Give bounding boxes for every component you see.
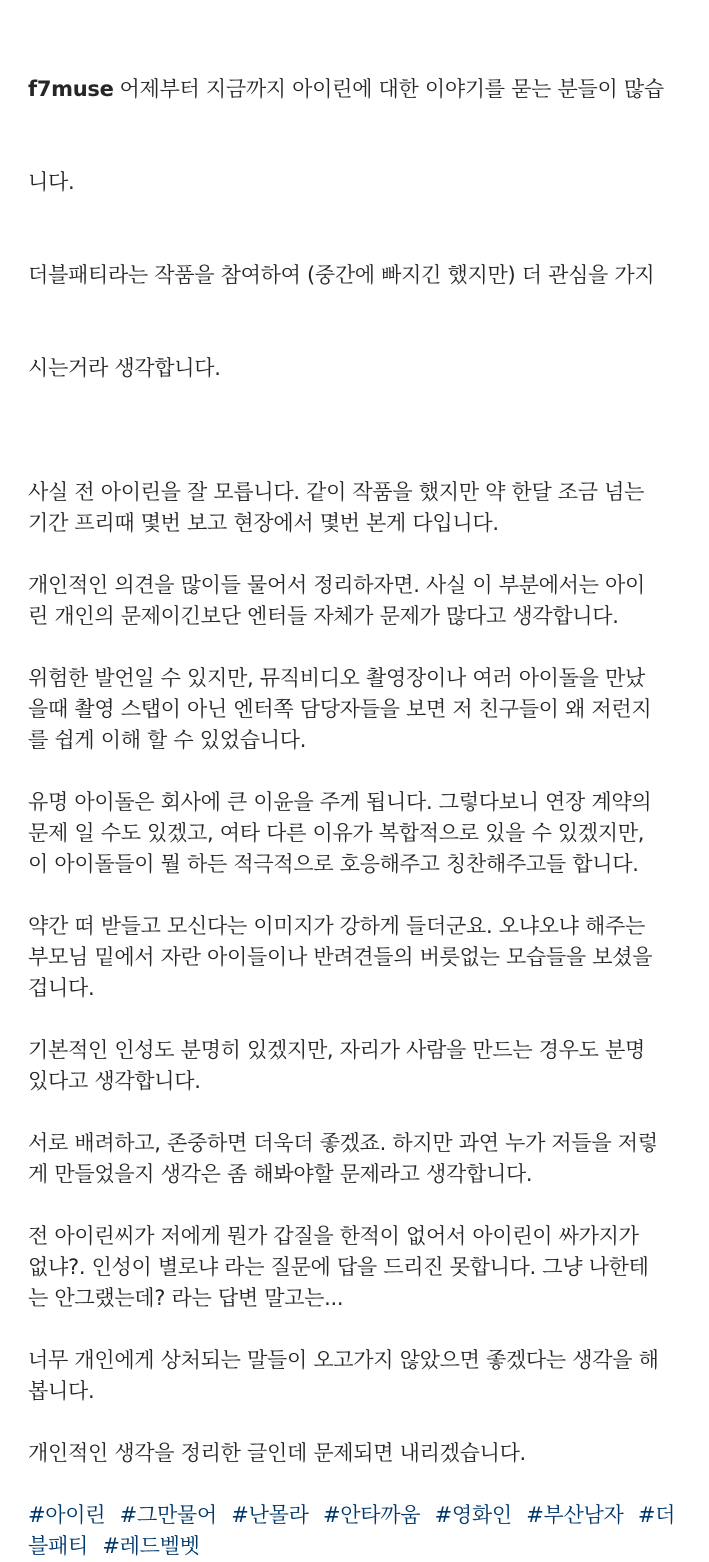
caption-paragraph <box>28 570 685 632</box>
intro-line-4: 시는거라 생각합니다. <box>28 356 221 380</box>
hashtag-link[interactable]: #난몰라 <box>231 1503 309 1527</box>
caption-line: 약간 떠 받들고 모신다는 이미지가 강하게 들더군요. 오냐오냐 해주는 <box>28 914 645 938</box>
intro-line-1-text: 어제부터 지금까지 아이린에 대한 이야기를 묻는 분들이 많습 <box>119 77 664 101</box>
caption-line: 전 아이린씨가 저에게 뭔가 갑질을 한적이 없어서 아이린이 싸가지가 <box>28 1224 639 1248</box>
intro-line-1 <box>28 74 685 105</box>
hashtag-link[interactable]: #아이린 <box>28 1503 106 1527</box>
caption-line: 문제 일 수도 있겠고, 여타 다른 이유가 복합적으로 있을 수 있겠지만, <box>28 821 645 845</box>
caption-line: 사실 전 아이린을 잘 모릅니다. 같이 작품을 했지만 약 한달 조금 넘는 <box>28 480 645 504</box>
caption-line: 위험한 발언일 수 있지만, 뮤직비디오 촬영장이나 여러 아이돌을 만났 <box>28 666 645 690</box>
caption-paragraph <box>28 911 685 1004</box>
caption-line: 이 아이돌들이 뭘 하든 적극적으로 호응해주고 칭찬해주고들 합니다. <box>28 852 639 876</box>
caption-line: 봅니다. <box>28 1379 95 1403</box>
hashtag-link[interactable]: #그만물어 <box>119 1503 217 1527</box>
caption-line: 기본적인 인성도 분명히 있겠지만, 자리가 사람을 만드는 경우도 분명 <box>28 1038 645 1062</box>
caption-line: 없냐?. 인성이 별로냐 라는 질문에 답을 드리진 못합니다. 그냥 나한테 <box>28 1255 649 1279</box>
caption-line: 있다고 생각합니다. <box>28 1069 201 1093</box>
caption-line: 서로 배려하고, 존중하면 더욱더 좋겠죠. 하지만 과연 누가 저들을 저렇 <box>28 1131 658 1155</box>
caption-line: 개인적인 의견을 많이들 물어서 정리하자면. 사실 이 부분에서는 아이 <box>28 573 645 597</box>
hashtag-list <box>28 1500 685 1562</box>
hashtag-link[interactable]: #부산남자 <box>526 1503 624 1527</box>
username-link[interactable]: f7muse <box>28 77 114 101</box>
caption-text <box>28 12 685 1469</box>
caption-line: 부모님 밑에서 자란 아이들이나 반려견들의 버릇없는 모습들을 보셨을 <box>28 945 653 969</box>
caption-paragraphs <box>28 477 685 1469</box>
caption-paragraph <box>28 1128 685 1190</box>
hashtag-link[interactable]: #안타까움 <box>322 1503 421 1527</box>
caption-line: 게 만들었을지 생각은 좀 해봐야할 문제라고 생각합니다. <box>28 1162 533 1186</box>
caption-line: 를 쉽게 이해 할 수 있었습니다. <box>28 728 307 752</box>
intro-line-3: 더블패티라는 작품을 참여하여 (중간에 빠지긴 했지만) 더 관심을 가지 <box>28 263 655 287</box>
hashtag-link[interactable]: #레드벨벳 <box>102 1534 200 1558</box>
caption-line: 겁니다. <box>28 976 95 1000</box>
caption-paragraph <box>28 1035 685 1097</box>
caption-paragraph <box>28 1438 685 1469</box>
hashtag-link[interactable]: #영화인 <box>434 1503 512 1527</box>
caption-line: 개인적인 생각을 정리한 글인데 문제되면 내리겠습니다. <box>28 1441 526 1465</box>
intro-line-2: 니다. <box>28 170 75 194</box>
caption-paragraph <box>28 663 685 756</box>
caption-paragraph <box>28 477 685 539</box>
caption-paragraph <box>28 1221 685 1314</box>
caption-line: 린 개인의 문제이긴보단 엔터들 자체가 문제가 많다고 생각합니다. <box>28 604 619 628</box>
caption-paragraph <box>28 787 685 880</box>
caption-line: 기간 프리때 몇번 보고 현장에서 몇번 본게 다입니다. <box>28 511 499 535</box>
caption-line: 는 안그랬는데? 라는 답변 말고는... <box>28 1286 344 1310</box>
caption-paragraph <box>28 1345 685 1407</box>
caption-line: 유명 아이돌은 회사에 큰 이윤을 주게 됩니다. 그렇다보니 연장 계약의 <box>28 790 652 814</box>
caption-line: 을때 촬영 스탭이 아닌 엔터쪽 담당자들을 보면 저 친구들이 왜 저런지 <box>28 697 652 721</box>
caption-intro <box>28 12 685 446</box>
caption-line: 너무 개인에게 상처되는 말들이 오고가지 않았으면 좋겠다는 생각을 해 <box>28 1348 659 1372</box>
hashtag-link[interactable]: #더블패티 <box>28 1503 676 1558</box>
